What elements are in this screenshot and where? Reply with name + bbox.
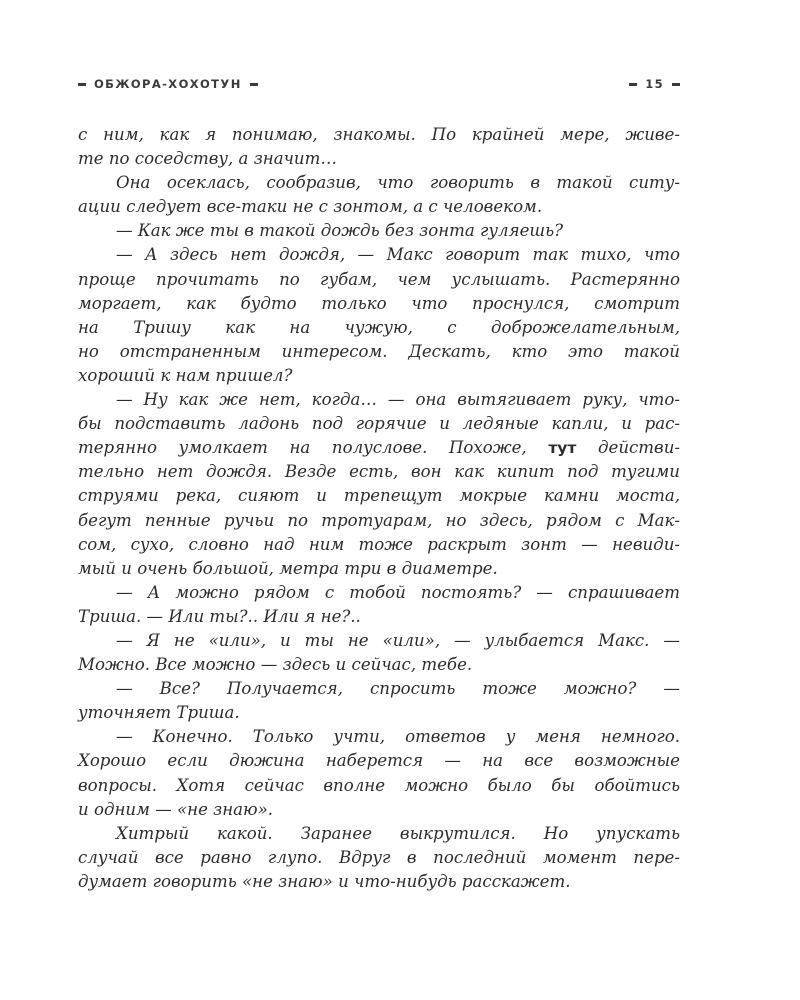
running-header xyxy=(78,73,680,95)
text-line: Можно. Все можно — здесь и сейчас, тебе. xyxy=(78,655,473,675)
text-line: Триша. — Или ты?.. Или я не?.. xyxy=(78,606,361,626)
text-line: моргает, как будто только что проснулся, смотрит xyxy=(78,293,680,313)
header-dash xyxy=(250,83,258,86)
text-line: тельно нет дождя. Везде есть, вон как кипит под тугими xyxy=(78,462,680,482)
text-line: бегут пенные ручьи по тротуарам, но здесь, рядом с Мак- xyxy=(78,510,680,530)
header-dash xyxy=(629,83,637,86)
text-line: случай все равно глупо. Вдруг в последний момент пере- xyxy=(78,847,680,867)
text-line: — Ну как же нет, когда… — она вытягивает руку, что- xyxy=(116,390,680,410)
header-dash xyxy=(78,83,86,86)
page-number: 15 xyxy=(645,77,664,91)
header-dash xyxy=(672,83,680,86)
text-line: на Тришу как на чужую, с доброжелательным, xyxy=(78,317,680,337)
book-title: ОБЖОРА-ХОХОТУН xyxy=(94,77,242,91)
text-line: ации следует все-таки не с зонтом, а с человеком. xyxy=(78,197,543,217)
bold-word: тут xyxy=(548,439,577,458)
text-fragment: терянно умолкает на полуслове. Похоже, xyxy=(78,438,527,458)
text-line: с ним, как я понимаю, знакомы. По крайней мере, живе- xyxy=(78,125,680,144)
text-line: струями река, сияют и трепещут мокрые камни моста, xyxy=(78,486,680,506)
text-line: хороший к нам пришел? xyxy=(78,365,293,385)
text-line: — Я не «или», и ты не «или», — улыбается Макс. — xyxy=(116,630,680,650)
text-line: мый и очень большой, метра три в диаметре. xyxy=(78,558,498,578)
text-fragment: действи- xyxy=(597,438,680,458)
text-line: — Конечно. Только учти, ответов у меня немного. xyxy=(116,727,680,747)
text-line: — А можно рядом с тобой постоять? — спрашивает xyxy=(116,582,680,602)
text-line: Она осеклась, сообразив, что говорить в такой ситу- xyxy=(116,173,680,193)
text-line: — А здесь нет дождя, — Макс говорит так тихо, что xyxy=(116,245,680,265)
text-line: проще прочитать по губам, чем услышать. Растерянно xyxy=(78,269,680,289)
text-line: — Все? Получается, спросить тоже можно? — xyxy=(116,679,680,699)
text-line: бы подставить ладонь под горячие и ледяные капли, и рас- xyxy=(78,414,680,434)
header-left xyxy=(78,77,258,91)
text-line: Хитрый какой. Заранее выкрутился. Но упускать xyxy=(116,823,680,843)
text-line: Хорошо если дюжина наберется — на все возможные xyxy=(78,751,680,771)
text-line: уточняет Триша. xyxy=(78,703,240,723)
text-line-with-bold xyxy=(78,436,680,460)
text-line: но отстраненным интересом. Дескать, кто это такой xyxy=(78,341,680,361)
text-line: те по соседству, а значит… xyxy=(78,149,337,169)
text-line: вопросы. Хотя сейчас вполне можно было бы обойтись xyxy=(78,775,680,795)
text-line: — Как же ты в такой дождь без зонта гуляешь? xyxy=(116,221,564,241)
text-line: сом, сухо, словно над ним тоже раскрыт зонт — невиди- xyxy=(78,534,680,554)
text-line: думает говорить «не знаю» и что-нибудь расскажет. xyxy=(78,871,571,891)
body-text xyxy=(78,123,680,894)
text-line: и одним — «не знаю». xyxy=(78,799,274,819)
header-right xyxy=(629,77,680,91)
